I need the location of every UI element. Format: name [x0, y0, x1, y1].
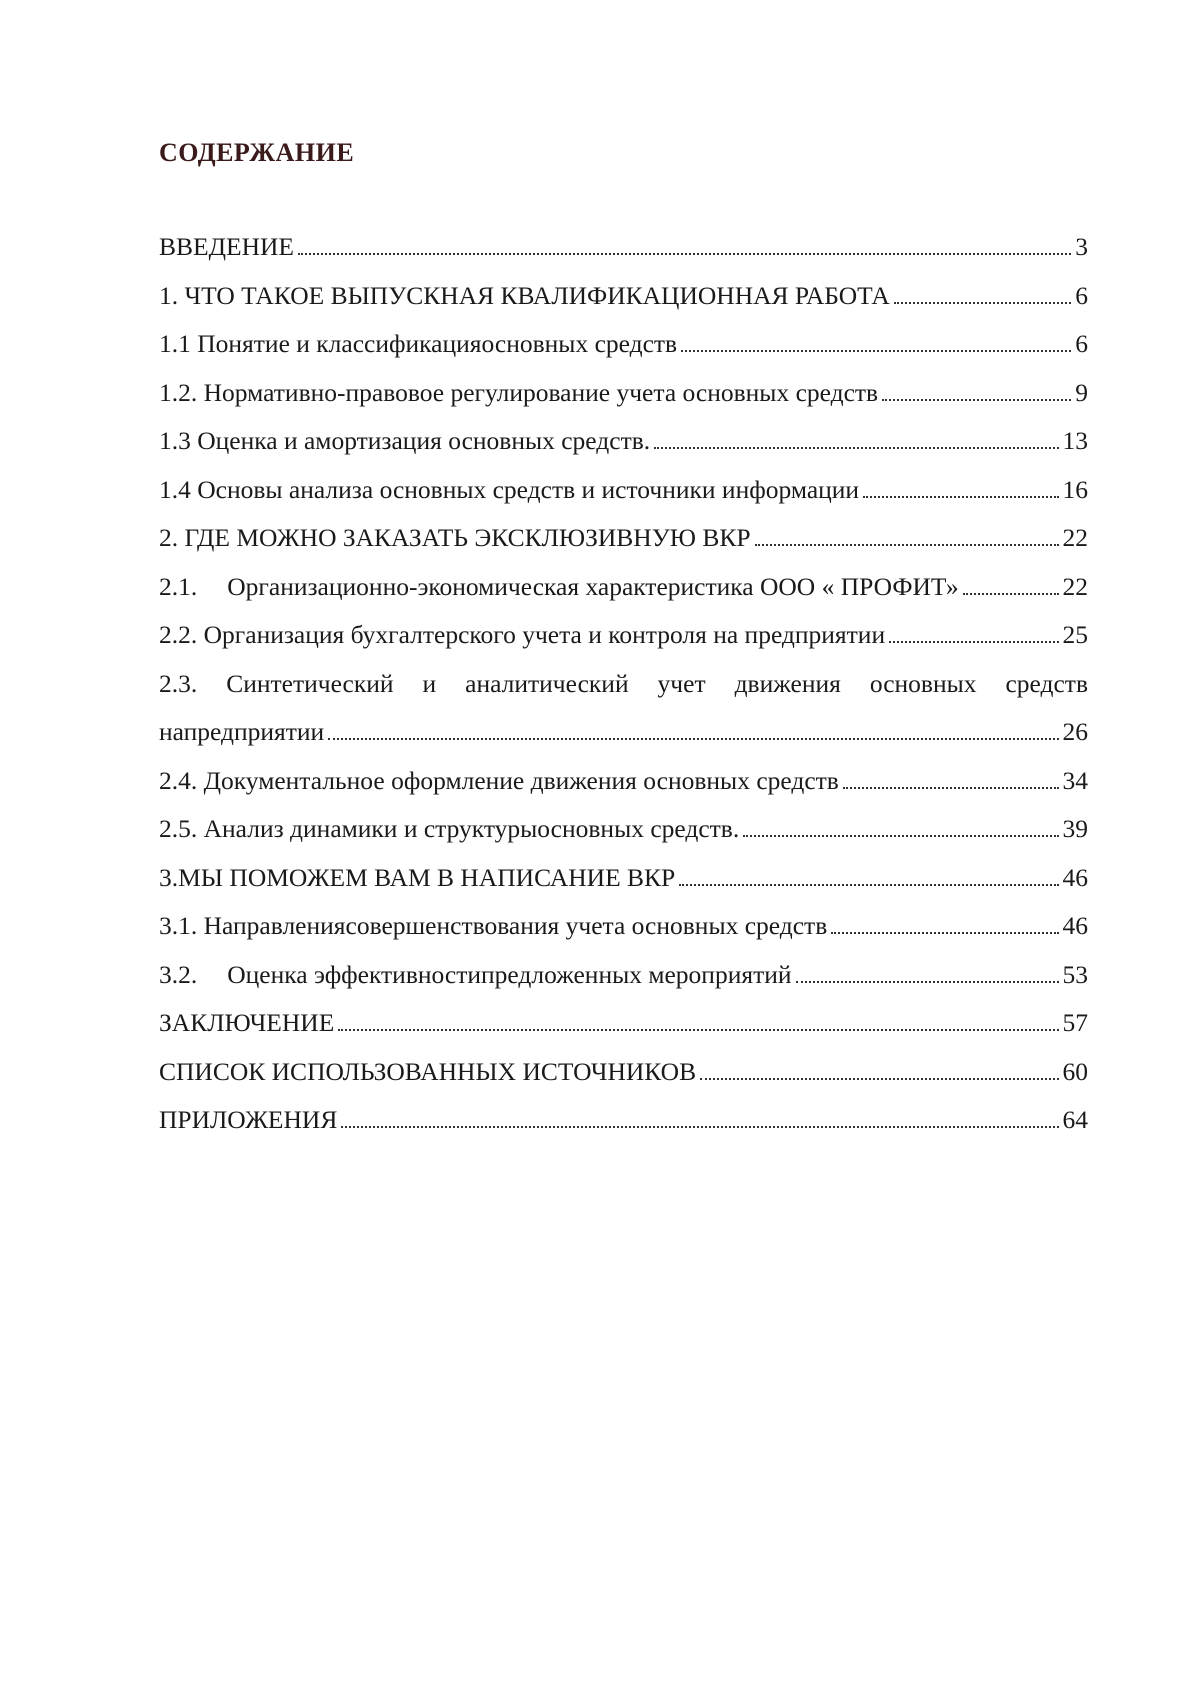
toc-entry-number: 2.1.	[159, 571, 198, 601]
toc-entry-title: СПИСОК ИСПОЛЬЗОВАННЫХ ИСТОЧНИКОВ	[159, 1056, 697, 1086]
toc-entry-page: 39	[1062, 814, 1088, 843]
toc-entry-2-1[interactable]	[159, 563, 1088, 612]
dot-leader	[700, 1077, 1058, 1080]
toc-entry-chapter-2[interactable]	[159, 514, 1088, 563]
toc-entry-2-3-line1[interactable]	[159, 660, 1088, 709]
dot-leader	[963, 592, 1059, 595]
toc-entry-page: 46	[1062, 911, 1088, 940]
toc-entry-chapter-3[interactable]	[159, 854, 1088, 903]
toc-entry-3-1[interactable]	[159, 902, 1088, 951]
toc-entry-2-5[interactable]	[159, 805, 1088, 854]
toc-entry-page: 25	[1062, 620, 1088, 649]
toc-entry-title: 3.МЫ ПОМОЖЕМ ВАМ В НАПИСАНИЕ ВКР	[159, 862, 676, 892]
toc-entry-1-4[interactable]	[159, 466, 1088, 515]
toc-entry-page: 9	[1075, 377, 1088, 407]
dot-leader	[894, 301, 1071, 304]
toc-entry-references[interactable]	[159, 1048, 1088, 1097]
toc-entry-3-2[interactable]	[159, 951, 1088, 1000]
dot-leader	[882, 398, 1071, 401]
toc-entry-page: 13	[1062, 426, 1088, 455]
toc-entry-chapter-1[interactable]	[159, 272, 1088, 321]
toc-entry-title: ЗАКЛЮЧЕНИЕ	[159, 1008, 335, 1037]
toc-entry-title	[159, 563, 959, 612]
toc-entry-text: Организационно-экономическая характеристика ООО « ПРОФИТ»	[227, 571, 959, 601]
dot-leader	[341, 1125, 1058, 1128]
dot-leader	[843, 786, 1059, 789]
toc-entry-title	[159, 951, 792, 1000]
toc-entry-page: 16	[1062, 474, 1088, 504]
toc-entry-page: 6	[1075, 280, 1088, 310]
toc-entry-title: 2.2. Организация бухгалтерского учета и контроля на предприятии	[159, 620, 886, 649]
toc-entry-title: 3.1. Направлениясовершенствования учета основных средств	[159, 911, 828, 940]
dot-leader	[328, 737, 1058, 740]
dot-leader	[796, 980, 1059, 983]
dot-leader	[755, 543, 1059, 546]
toc-entry-1-1[interactable]	[159, 320, 1088, 369]
dot-leader	[863, 495, 1058, 498]
toc-entry-introduction[interactable]	[159, 223, 1088, 272]
table-of-contents	[159, 223, 1088, 1145]
toc-entry-1-3[interactable]	[159, 417, 1088, 466]
toc-heading: СОДЕРЖАНИЕ	[159, 138, 355, 167]
dot-leader	[743, 834, 1058, 837]
toc-entry-title: 2. ГДЕ МОЖНО ЗАКАЗАТЬ ЭКСКЛЮЗИВНУЮ ВКР	[159, 523, 751, 552]
toc-entry-page: 26	[1062, 717, 1088, 746]
dot-leader	[679, 883, 1058, 886]
toc-entry-title: 2.5. Анализ динамики и структурыосновных средств.	[159, 814, 740, 843]
dot-leader	[831, 931, 1058, 934]
toc-entry-2-4[interactable]	[159, 757, 1088, 806]
toc-entry-title: 2.4. Документальное оформление движения основных средств	[159, 765, 839, 795]
toc-entry-text: Оценка эффективностипредложенных мероприятий	[227, 959, 792, 989]
toc-entry-page: 53	[1062, 959, 1088, 989]
dot-leader	[338, 1028, 1058, 1031]
toc-entry-page: 6	[1075, 329, 1088, 358]
toc-entry-title: 1.3 Оценка и амортизация основных средств.	[159, 426, 651, 455]
toc-entry-title: 1.2. Нормативно-правовое регулирование учета основных средств	[159, 377, 879, 407]
toc-entry-page: 46	[1062, 862, 1088, 892]
toc-entry-page: 3	[1075, 232, 1088, 261]
toc-entry-title: 1. ЧТО ТАКОЕ ВЫПУСКНАЯ КВАЛИФИКАЦИОННАЯ РАБОТА	[159, 280, 890, 310]
toc-entry-title: 2.3. Синтетический и аналитический учет движения основных средств	[159, 668, 1088, 698]
toc-entry-page: 22	[1062, 523, 1088, 552]
toc-entry-appendices[interactable]	[159, 1096, 1088, 1145]
toc-entry-title: ПРИЛОЖЕНИЯ	[159, 1105, 338, 1134]
toc-entry-1-2[interactable]	[159, 369, 1088, 418]
toc-entry-page: 57	[1062, 1008, 1088, 1037]
toc-entry-conclusion[interactable]	[159, 999, 1088, 1048]
toc-entry-page: 64	[1062, 1105, 1088, 1134]
dot-leader	[298, 252, 1071, 255]
toc-entry-page: 34	[1062, 765, 1088, 795]
toc-entry-title: напредприятии	[159, 717, 325, 746]
toc-entry-2-3[interactable]	[159, 708, 1088, 757]
toc-entry-2-2[interactable]	[159, 611, 1088, 660]
toc-entry-page: 22	[1062, 571, 1088, 601]
dot-leader	[654, 446, 1058, 449]
dot-leader	[889, 640, 1058, 643]
dot-leader	[681, 349, 1071, 352]
toc-entry-title: 1.4 Основы анализа основных средств и источники информации	[159, 474, 860, 504]
toc-entry-number: 3.2.	[159, 959, 198, 989]
toc-entry-title: ВВЕДЕНИЕ	[159, 232, 294, 261]
toc-entry-title: 1.1 Понятие и классификацияосновных средств	[159, 329, 678, 358]
toc-entry-page: 60	[1062, 1056, 1088, 1086]
